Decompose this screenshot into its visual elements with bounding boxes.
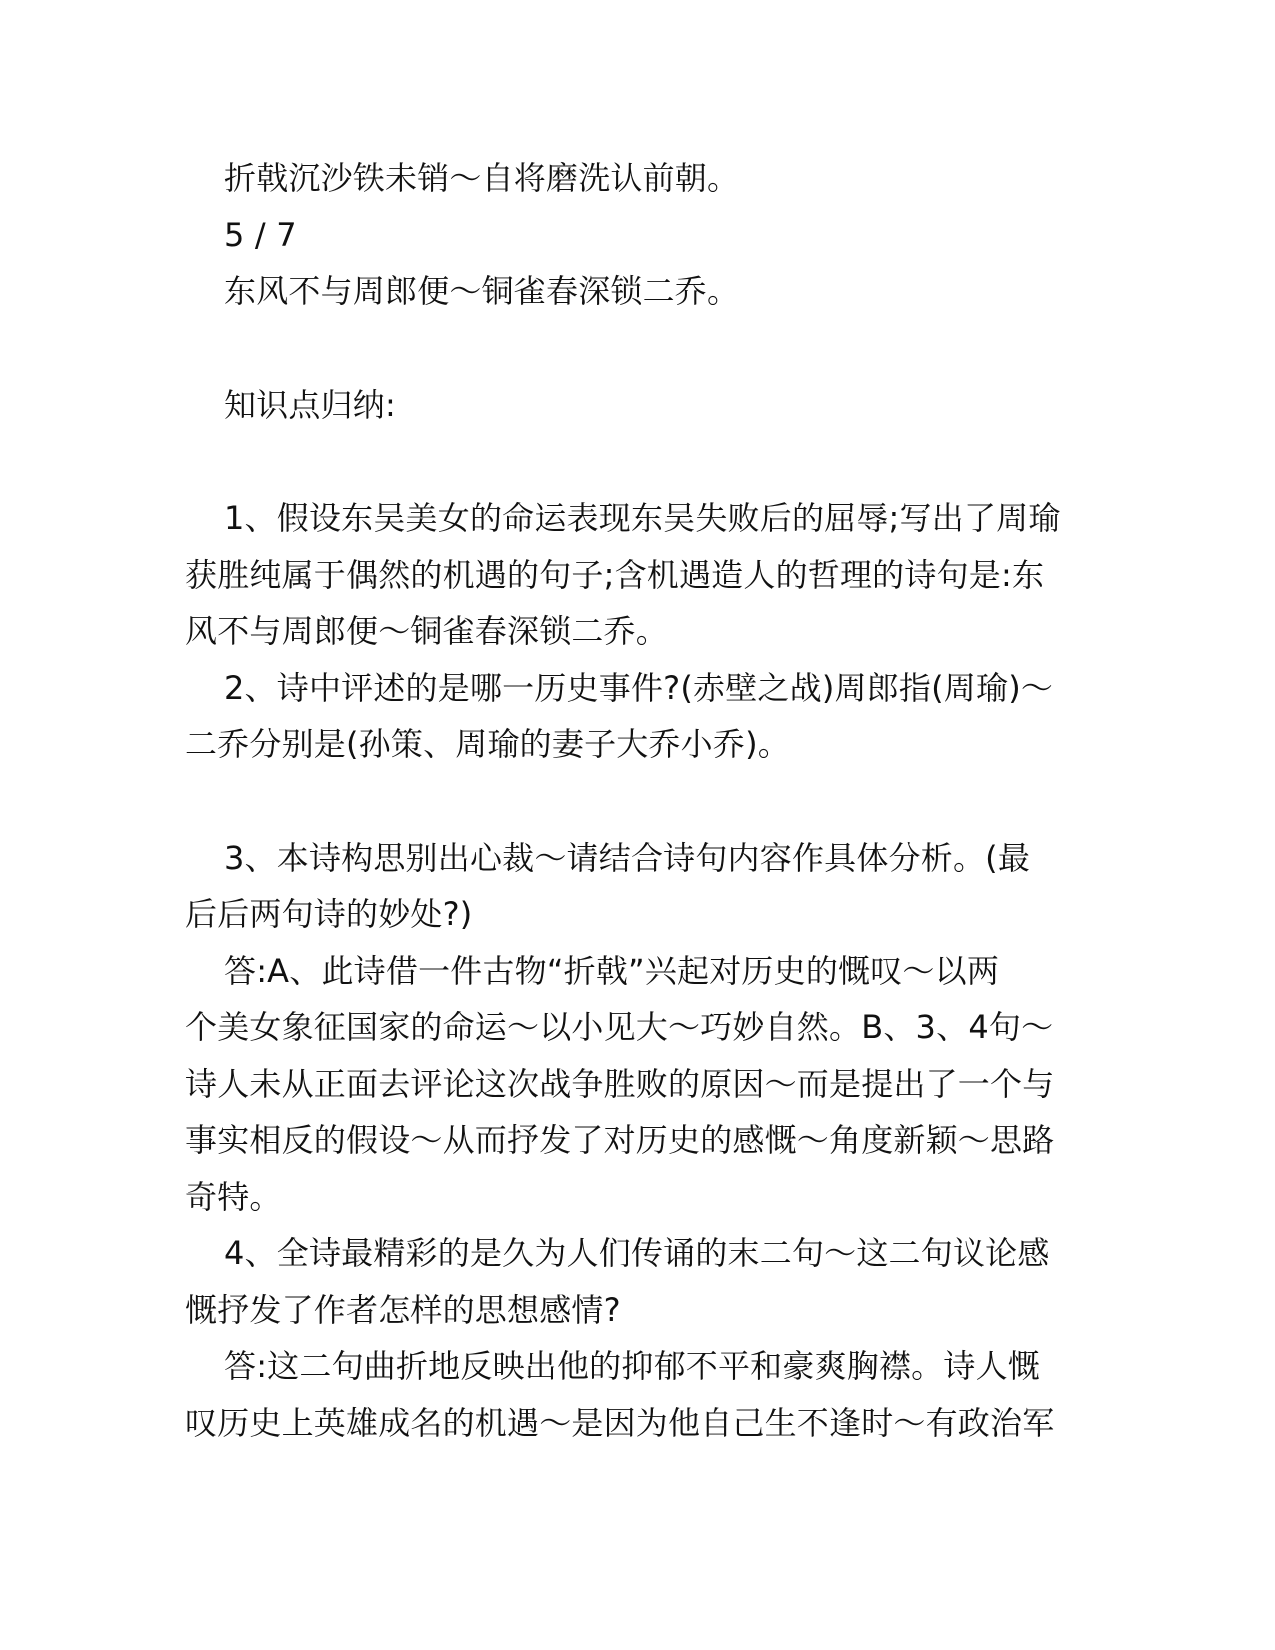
answer-4-line-2: 叹历史上英雄成名的机遇～是因为他自己生不逢时～有政治军 [185,1403,1055,1442]
item-4-line-2: 慨抒发了作者怎样的思想感情? [185,1290,621,1329]
answer-3-line-4: 事实相反的假设～从而抒发了对历史的感慨～角度新颖～思路 [185,1121,1055,1159]
page-number: 5 / 7 [224,215,297,254]
answer-3-line-2: 个美女象征国家的命运～以小见大～巧妙自然。B、3、4句～ [185,1008,1054,1046]
item-2-line-2: 二乔分别是(孙策、周瑜的妻子大乔小乔)。 [185,725,790,763]
poem-line-2: 东风不与周郎便～铜雀春深锁二乔。 [224,272,740,310]
item-2-line-1: 2、诗中评述的是哪一历史事件?(赤壁之战)周郎指(周瑜)～ [224,668,1054,707]
item-3-line-1: 3、本诗构思别出心裁～请结合诗句内容作具体分析。(最 [224,838,1031,877]
item-3-line-2: 后后两句诗的妙处?) [185,895,473,933]
blank-line [185,433,1085,490]
item-4-line-1: 4、全诗最精彩的是久为人们传诵的末二句～这二句议论感 [224,1234,1050,1272]
blank-line [185,320,1085,377]
answer-3-line-5: 奇特。 [185,1177,282,1216]
section-heading: 知识点归纳: [224,385,396,424]
item-1-line-3: 风不与周郎便～铜雀春深锁二乔。 [185,612,669,650]
item-1-line-1: 1、假设东吴美女的命运表现东吴失败后的屈辱;写出了周瑜 [224,499,1061,537]
item-1-line-2: 获胜纯属于偶然的机遇的句子;含机遇造人的哲理的诗句是:东 [185,555,1045,594]
blank-line [185,773,1085,830]
answer-3-line-3: 诗人未从正面去评论这次战争胜败的原因～而是提出了一个与 [185,1064,1055,1103]
answer-3-line-1: 答:A、此诗借一件古物“折戟”兴起对历史的慨叹～以两 [224,951,1000,990]
answer-4-line-1: 答:这二句曲折地反映出他的抑郁不平和豪爽胸襟。诗人慨 [224,1347,1040,1385]
poem-line-1: 折戟沉沙铁未销～自将磨洗认前朝。 [224,159,740,197]
document-body [185,150,1085,1451]
